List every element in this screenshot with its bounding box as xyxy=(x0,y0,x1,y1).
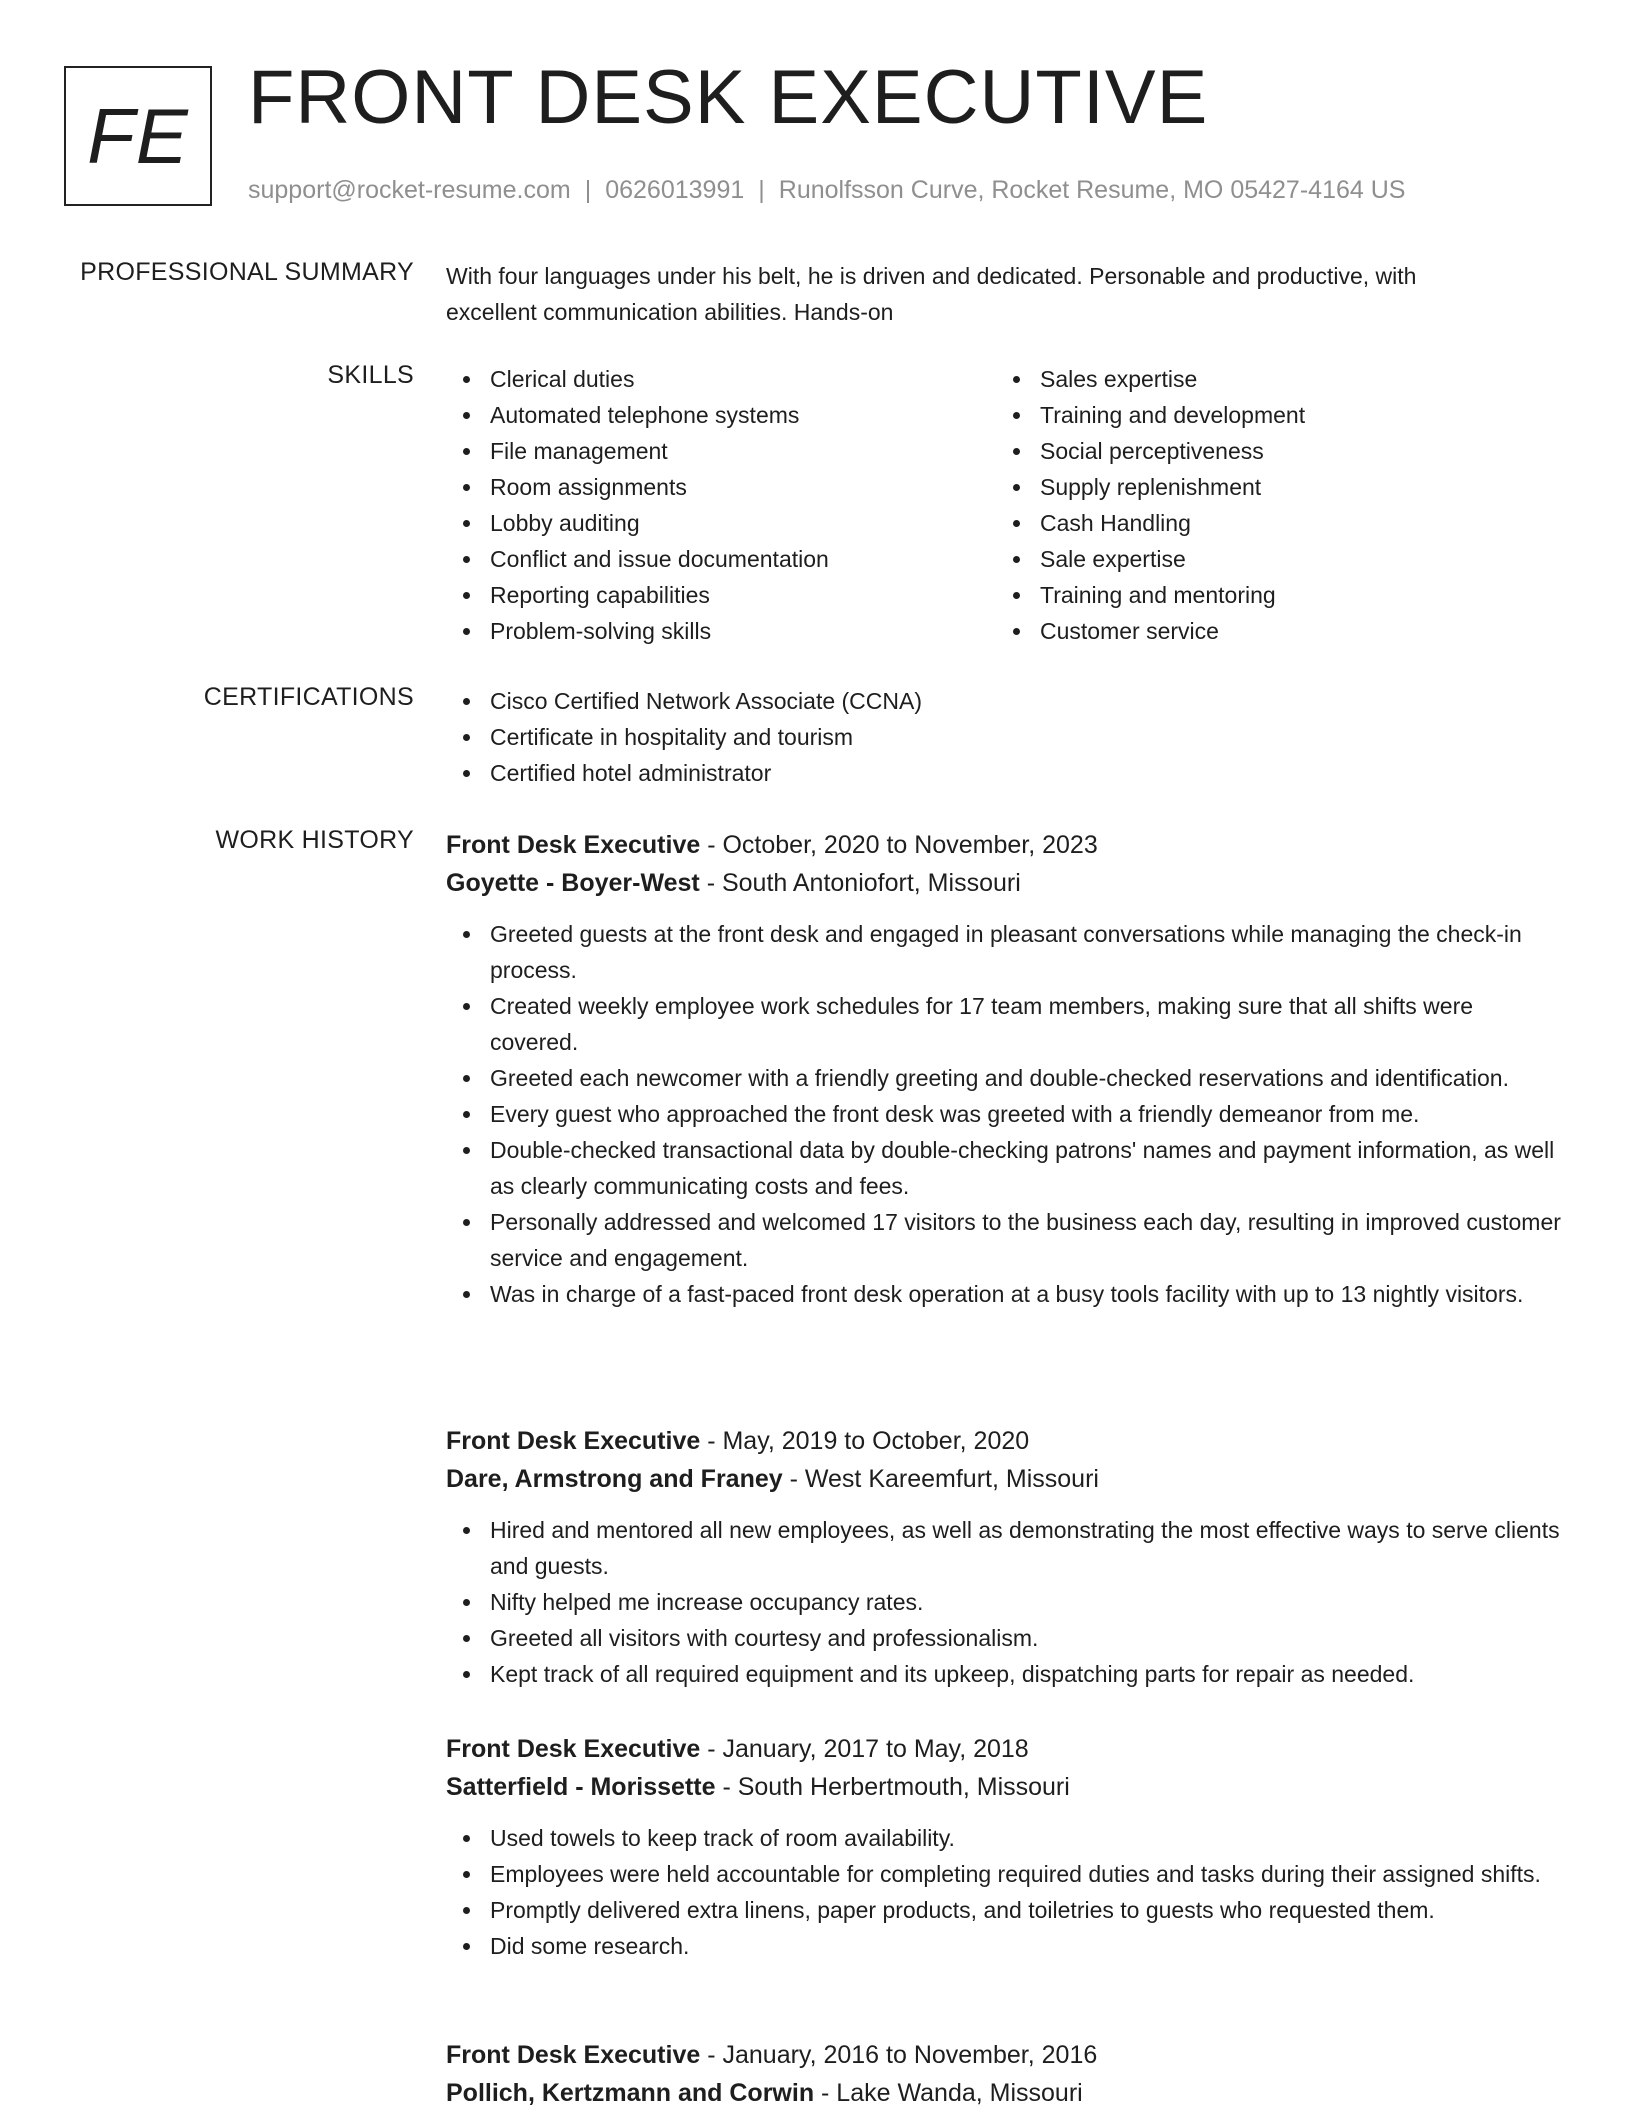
page-title: FRONT DESK EXECUTIVE xyxy=(248,55,1209,140)
list-item: Sale expertise xyxy=(996,541,1536,577)
job-company: Satterfield - Morissette xyxy=(446,1773,716,1801)
list-item: Automated telephone systems xyxy=(446,397,986,433)
job-location: - South Herbertmouth, Missouri xyxy=(715,1773,1070,1801)
list-item: Was in charge of a fast-paced front desk operation at a busy tools facility with up to 13 nightly visitors. xyxy=(446,1276,1566,1312)
list-item: Room assignments xyxy=(446,469,986,505)
list-item: Created weekly employee work schedules for 17 team members, making sure that all shifts were covered. xyxy=(446,988,1566,1060)
list-item: Certificate in hospitality and tourism xyxy=(446,719,1566,755)
job-company: Goyette - Boyer-West xyxy=(446,869,700,897)
job-company-line xyxy=(446,1460,1566,1498)
job-title: Front Desk Executive xyxy=(446,2041,701,2069)
list-item: Training and mentoring xyxy=(996,577,1536,613)
section-label-skills: SKILLS xyxy=(327,361,414,389)
list-item: File management xyxy=(446,433,986,469)
list-item: Greeted each newcomer with a friendly greeting and double-checked reservations and identification. xyxy=(446,1060,1566,1096)
list-item: Double-checked transactional data by double-checking patrons' names and payment information, as well as clearly communicating costs and fees. xyxy=(446,1132,1566,1204)
skills-list-right xyxy=(996,361,1536,649)
list-item: Training and development xyxy=(996,397,1536,433)
job-location: - Lake Wanda, Missouri xyxy=(814,2079,1083,2107)
job-location: - South Antoniofort, Missouri xyxy=(699,869,1021,897)
contact-separator: | xyxy=(584,176,592,204)
list-item: Customer service xyxy=(996,613,1536,649)
job-title: Front Desk Executive xyxy=(446,831,701,859)
job-title: Front Desk Executive xyxy=(446,1735,701,1763)
job-company-line xyxy=(446,2074,1566,2112)
contact-address: Runolfsson Curve, Rocket Resume, MO 05427-4164 US xyxy=(778,176,1406,204)
monogram-box xyxy=(64,66,212,206)
list-item: Greeted guests at the front desk and engaged in pleasant conversations while managing the check-in process. xyxy=(446,916,1566,988)
list-item: Employees were held accountable for completing required duties and tasks during their assigned shifts. xyxy=(446,1856,1566,1892)
contact-phone: 0626013991 xyxy=(605,176,745,204)
list-item: Cisco Certified Network Associate (CCNA) xyxy=(446,683,1566,719)
job-dates: - May, 2019 to October, 2020 xyxy=(700,1427,1030,1455)
job-dates: - January, 2017 to May, 2018 xyxy=(700,1735,1029,1763)
list-item: Personally addressed and welcomed 17 visitors to the business each day, resulting in improved customer service and engagement. xyxy=(446,1204,1566,1276)
skills-list-left xyxy=(446,361,986,649)
list-item: Hired and mentored all new employees, as well as demonstrating the most effective ways to serve clients and guests. xyxy=(446,1512,1566,1584)
list-item: Lobby auditing xyxy=(446,505,986,541)
list-item: Certified hotel administrator xyxy=(446,755,1566,791)
job-bullets xyxy=(446,1820,1566,1964)
section-label-work-history: WORK HISTORY xyxy=(215,826,414,854)
job-entry xyxy=(446,2036,1566,2112)
list-item: Reporting capabilities xyxy=(446,577,986,613)
job-location: - West Kareemfurt, Missouri xyxy=(782,1465,1099,1493)
job-dates: - October, 2020 to November, 2023 xyxy=(700,831,1098,859)
section-label-summary: PROFESSIONAL SUMMARY xyxy=(80,258,414,286)
job-title: Front Desk Executive xyxy=(446,1427,701,1455)
job-entry xyxy=(446,826,1566,1312)
list-item: Social perceptiveness xyxy=(996,433,1536,469)
resume-header xyxy=(0,0,1632,260)
list-item: Every guest who approached the front desk was greeted with a friendly demeanor from me. xyxy=(446,1096,1566,1132)
list-item: Conflict and issue documentation xyxy=(446,541,986,577)
list-item: Nifty helped me increase occupancy rates. xyxy=(446,1584,1566,1620)
list-item: Supply replenishment xyxy=(996,469,1536,505)
list-item: Cash Handling xyxy=(996,505,1536,541)
job-company: Pollich, Kertzmann and Corwin xyxy=(446,2079,815,2107)
job-title-line xyxy=(446,1422,1566,1460)
job-company-line xyxy=(446,864,1566,902)
job-title-line xyxy=(446,826,1566,864)
contact-email: support@rocket-resume.com xyxy=(248,176,571,204)
certifications-content xyxy=(446,683,1566,791)
list-item: Clerical duties xyxy=(446,361,986,397)
job-company-line xyxy=(446,1768,1566,1806)
job-bullets xyxy=(446,1512,1566,1692)
monogram-initials: FE xyxy=(87,91,189,180)
job-entry xyxy=(446,1730,1566,1964)
list-item: Did some research. xyxy=(446,1928,1566,1964)
contact-line xyxy=(248,176,1405,205)
job-company: Dare, Armstrong and Franey xyxy=(446,1465,783,1493)
list-item: Problem-solving skills xyxy=(446,613,986,649)
summary-text: With four languages under his belt, he is driven and dedicated. Personable and productive, with excellent communication abilities. Hands-on xyxy=(446,263,1417,325)
job-dates: - January, 2016 to November, 2016 xyxy=(700,2041,1098,2069)
job-bullets xyxy=(446,916,1566,1312)
contact-separator: | xyxy=(758,176,765,204)
list-item: Promptly delivered extra linens, paper products, and toiletries to guests who requested them. xyxy=(446,1892,1566,1928)
list-item: Sales expertise xyxy=(996,361,1536,397)
job-title-line xyxy=(446,1730,1566,1768)
job-title-line xyxy=(446,2036,1566,2074)
list-item: Used towels to keep track of room availability. xyxy=(446,1820,1566,1856)
section-label-certifications: CERTIFICATIONS xyxy=(203,683,414,711)
job-entry xyxy=(446,1422,1566,1692)
list-item: Greeted all visitors with courtesy and professionalism. xyxy=(446,1620,1566,1656)
list-item: Kept track of all required equipment and its upkeep, dispatching parts for repair as needed. xyxy=(446,1656,1566,1692)
certifications-list xyxy=(446,683,1566,791)
